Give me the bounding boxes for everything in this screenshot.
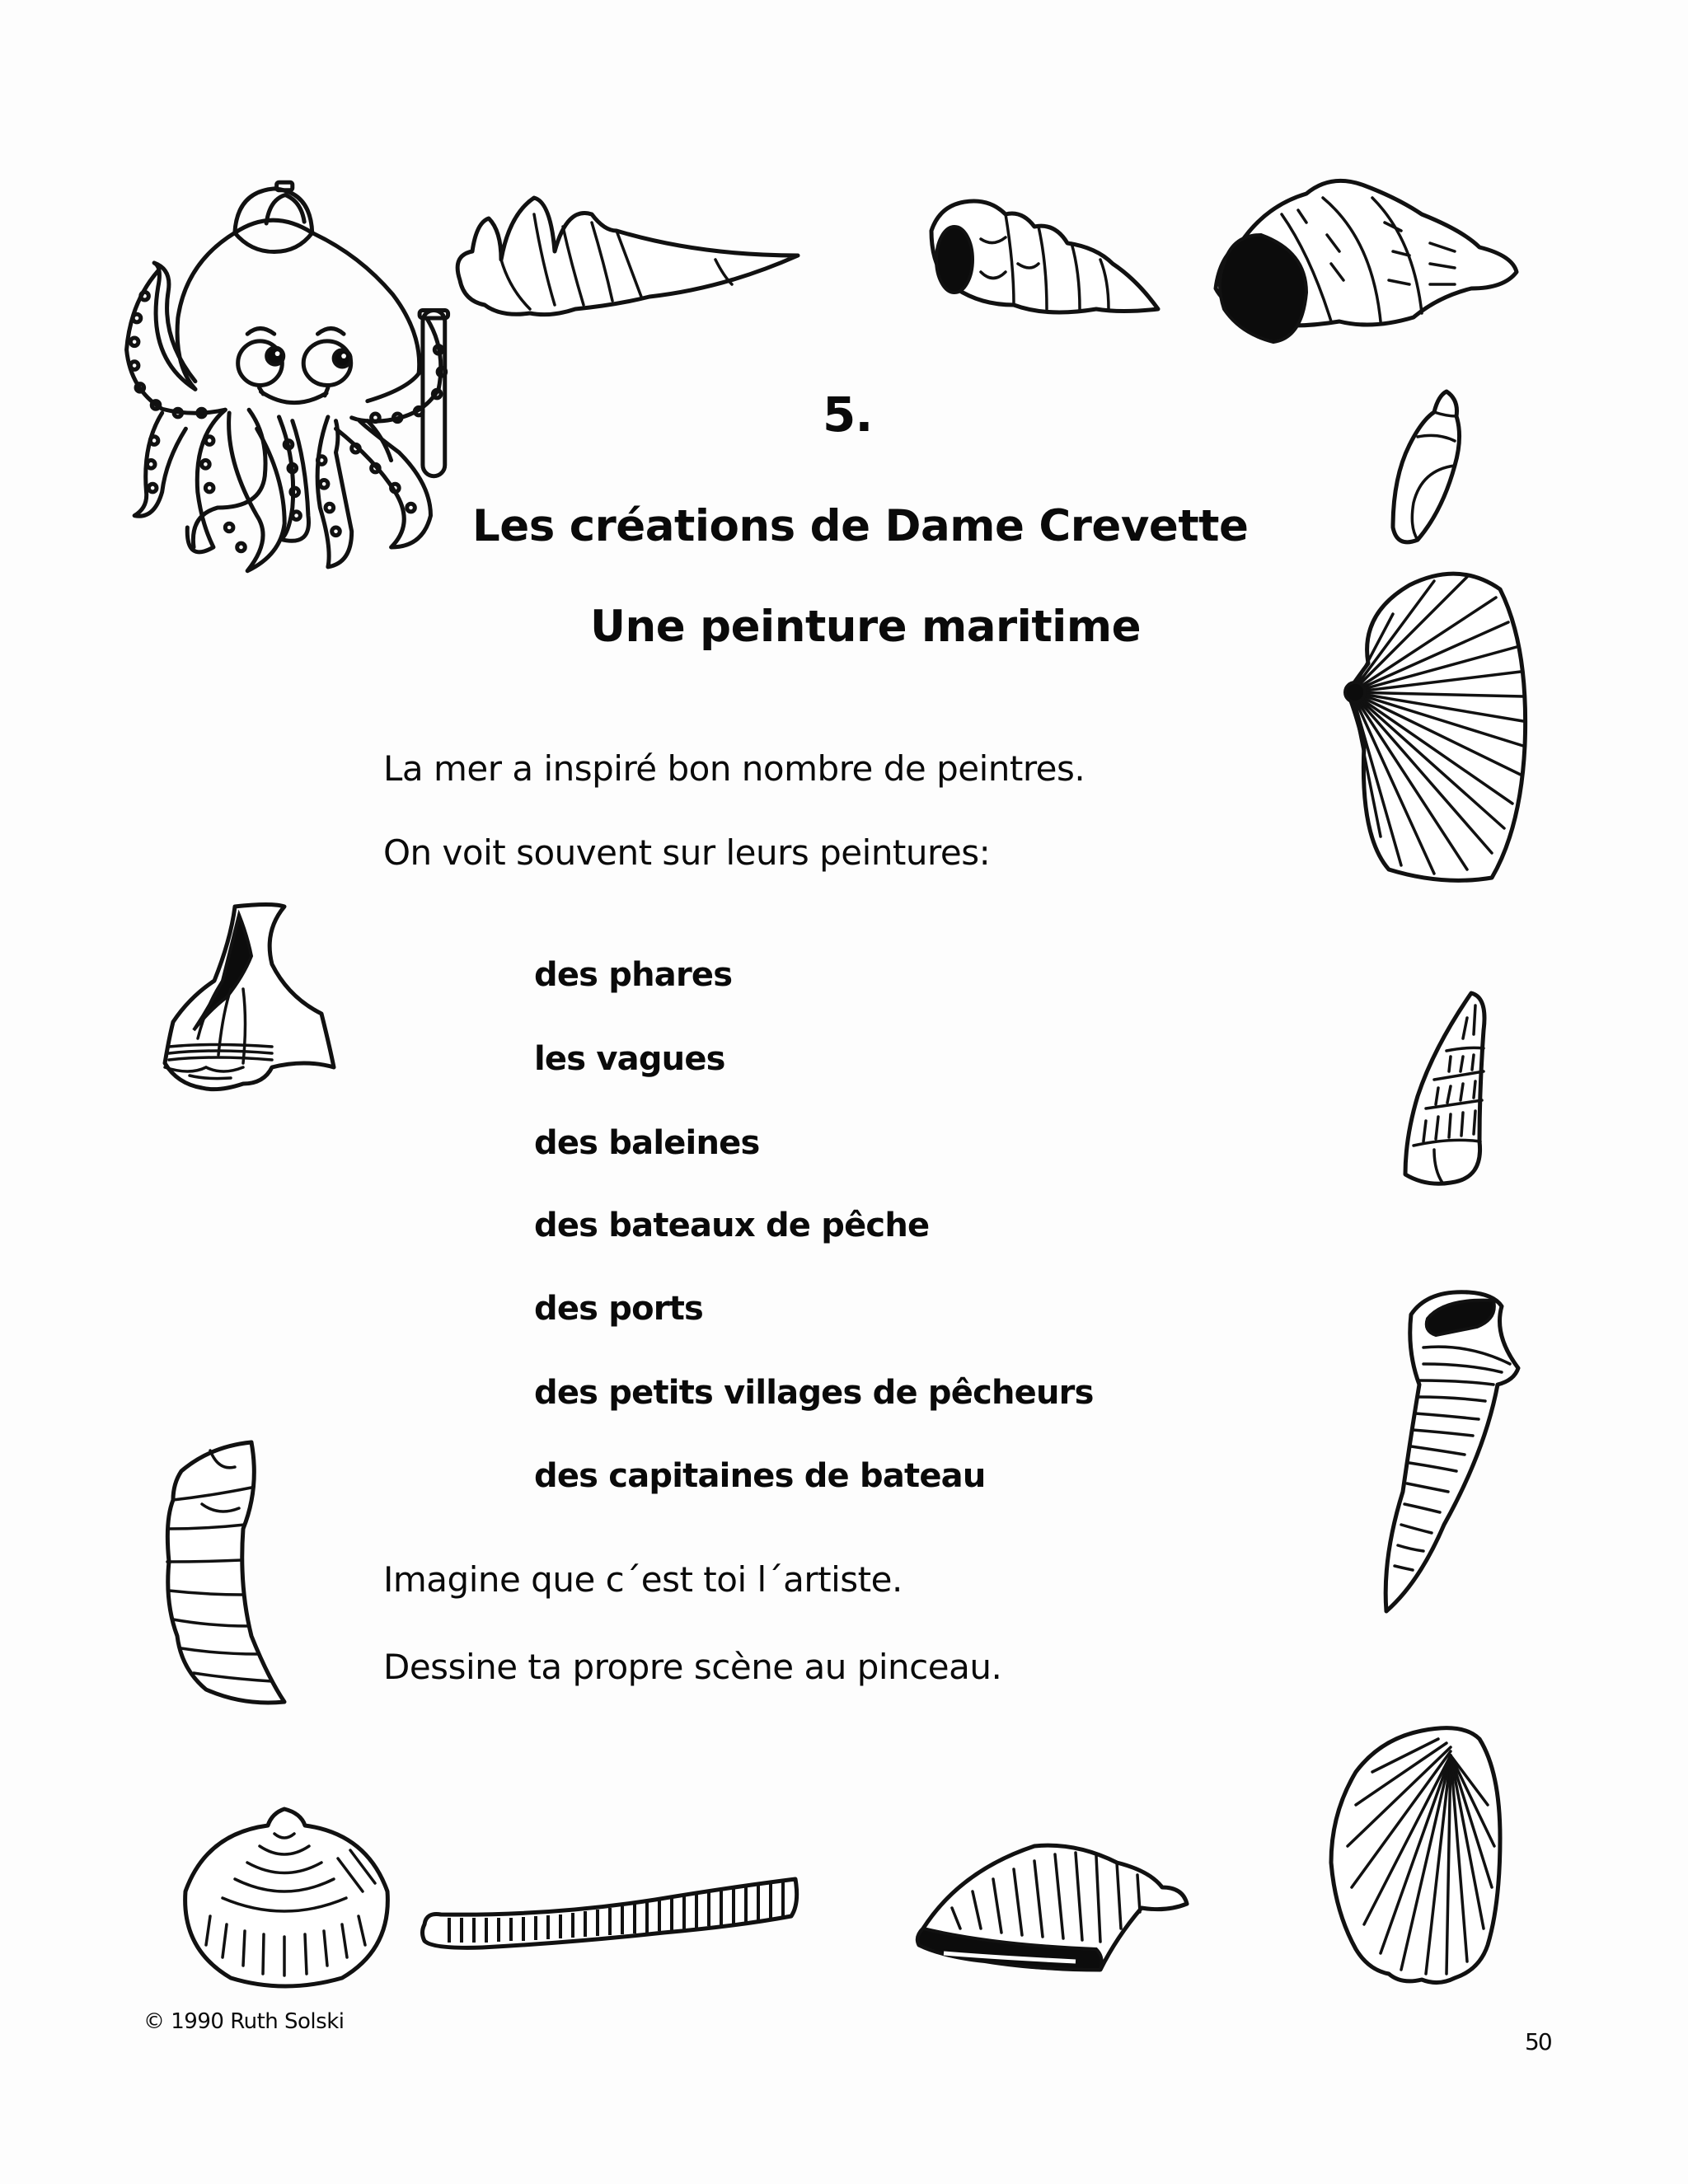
clam-shell-bottom-left-icon [177, 1801, 396, 1990]
olive-shell-icon [1381, 387, 1471, 548]
list-item: des bateaux de pêche [534, 1207, 930, 1244]
razor-shell-bottom-icon [416, 1867, 799, 1953]
spiral-shell-top-left-icon [452, 181, 806, 326]
auger-shell-right-icon [1401, 989, 1500, 1195]
conch-shell-top-right-icon [1207, 165, 1529, 367]
intro-line-2: On voit souvent sur leurs peintures: [383, 832, 991, 873]
fan-scallop-right-icon [1343, 565, 1529, 886]
octopus-illustration [99, 169, 478, 696]
list-item: des ports [534, 1290, 704, 1328]
list-item: les vagues [534, 1040, 725, 1078]
instruction-line-1: Imagine que c´est toi l´artiste. [383, 1559, 903, 1600]
scallop-shell-bottom-right-icon [1323, 1722, 1508, 1986]
spindle-shell-left-icon [140, 898, 330, 1236]
copyright-notice: © 1990 Ruth Solski [143, 2009, 345, 2034]
list-item: des petits villages de pêcheurs [534, 1374, 1094, 1412]
worksheet-number: 5. [823, 387, 873, 443]
list-item: des phares [534, 956, 733, 994]
whelk-shell-top-middle-icon [915, 181, 1170, 326]
intro-line-1: La mer a inspiré bon nombre de peintres. [383, 748, 1085, 789]
list-item: des capitaines de bateau [534, 1457, 986, 1495]
page-title: Les créations de Dame Crevette [472, 501, 1249, 551]
page-subtitle: Une peinture maritime [590, 602, 1142, 652]
ribbed-shell-left-icon [161, 1438, 297, 1706]
page-number: 50 [1525, 2028, 1551, 2055]
list-item: des baleines [534, 1124, 760, 1162]
instruction-line-2: Dessine ta propre scène au pinceau. [383, 1647, 1002, 1687]
cone-shell-right-icon [1378, 1220, 1526, 1681]
cone-shell-bottom-icon [911, 1838, 1195, 1978]
